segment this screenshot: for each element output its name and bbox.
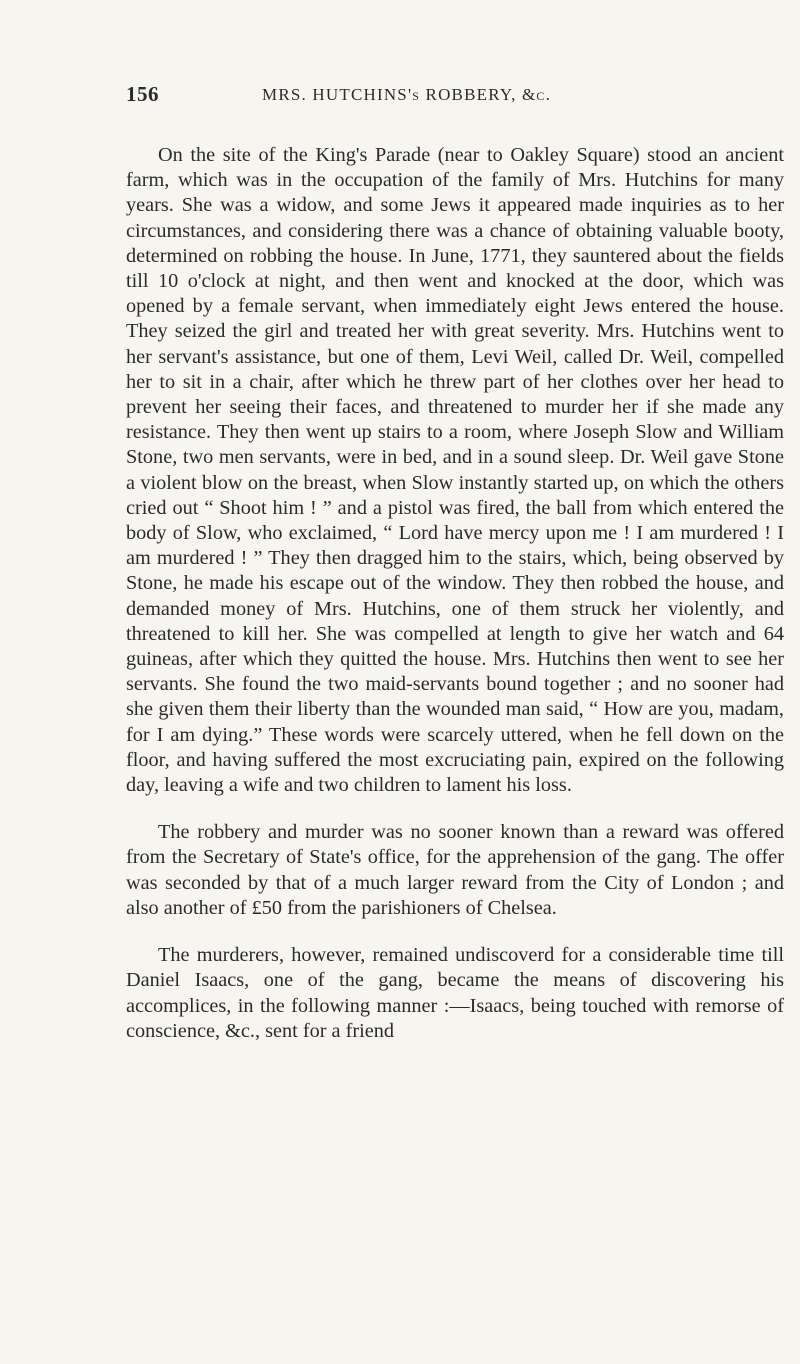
body-text — [126, 143, 784, 1044]
paragraph-reward: The robbery and murder was no sooner known than a reward was offered from the Secretary of State's office, for the apprehension of the gang. The offer was seconded by that of a much larger reward from the City of London ; and also another of £50 from the parishioners of Chelsea. — [126, 821, 784, 919]
paragraph-murderers-discovery: The murderers, however, remained undiscoverd for a considerable time till Daniel Isaacs, one of the gang, became the means of discovering his accomplices, in the following manner :—Isaacs, being touched with remorse of conscience, &c., sent for a friend — [126, 944, 784, 1042]
running-title: MRS. HUTCHINS's ROBBERY, &c. — [262, 85, 552, 104]
paragraph-robbery-account: On the site of the King's Parade (near to Oakley Square) stood an ancient farm, which was in the occupation of the family of Mrs. Hutchins for many years. She was a widow, and some Jews it appeared made inquiries as to her circumstances, and considering there was a chance of obtaining valuable booty, determined on robbing the house. In June, 1771, they sauntered about the fields till 10 o'clock at night, and then went and knocked at the door, which was opened by a female servant, when immediately eight Jews entered the house. They seized the girl and treated her with great severity. Mrs. Hutchins went to her servant's assistance, but one of them, Levi Weil, called Dr. Weil, compelled her to sit in a chair, after which he threw part of her clothes over her head to prevent her seeing their faces, and threatened to murder her if she made any resistance. They then went up stairs to a room, where Joseph Slow and William Stone, two men servants, were in bed, and in a sound sleep. Dr. Weil gave Stone a violent blow on the breast, when Slow instantly started up, on which the others cried out “ Shoot him ! ” and a pistol was fired, the ball from which entered the body of Slow, who exclaimed, “ Lord have mercy upon me ! I am murdered ! I am murdered ! ” They then dragged him to the stairs, which, being observed by Stone, he made his escape out of the window. They then robbed the house, and demanded money of Mrs. Hutchins, one of them struck her violently, and threatened to kill her. She was compelled at length to give her watch and 64 guineas, after which they quitted the house. Mrs. Hutchins then went to see her servants. She found the two maid-servants bound together ; and no sooner had she given them their liberty than the wounded man said, “ How are you, madam, for I am dying.” These words were scarcely uttered, when he fell down on the floor, and having suffered the most excruciating pain, expired on the following day, leaving a wife and two children to lament his loss. — [126, 144, 784, 797]
running-head — [126, 82, 786, 112]
page-number: 156 — [126, 82, 159, 106]
